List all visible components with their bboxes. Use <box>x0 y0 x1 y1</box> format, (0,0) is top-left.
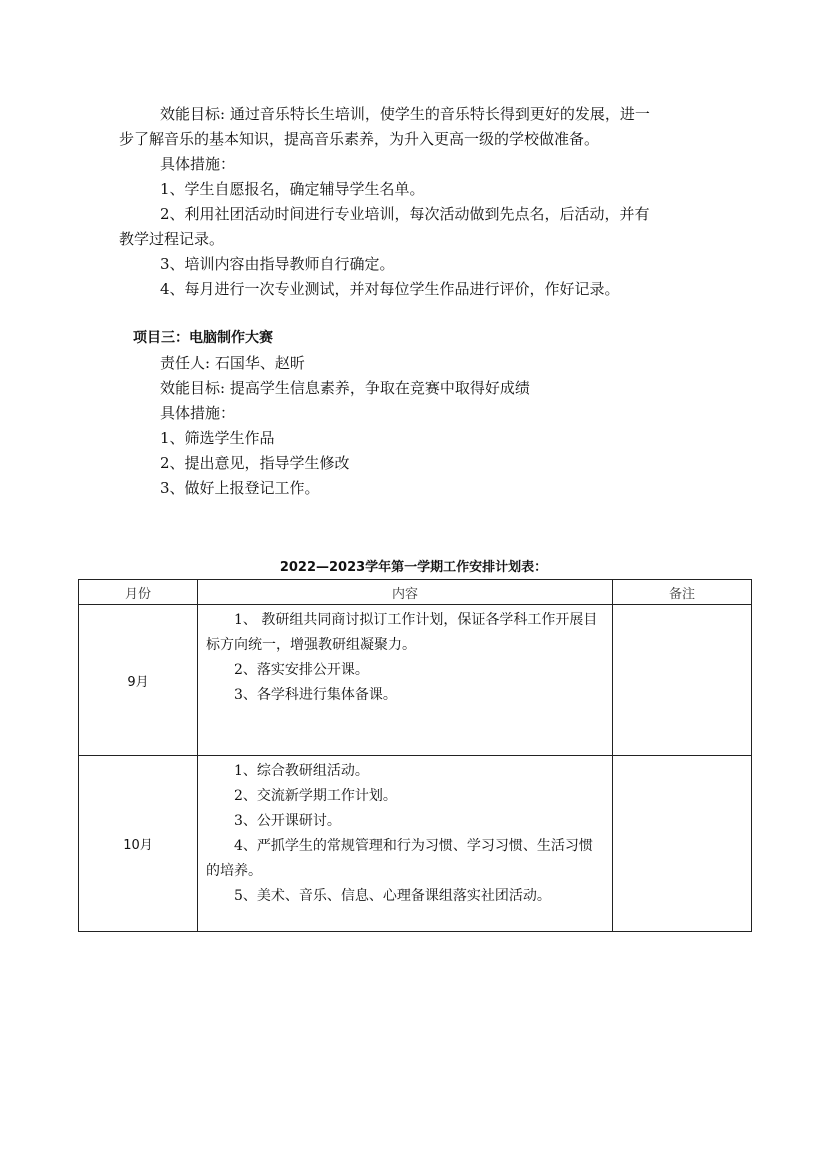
list-item: 5、美术、音乐、信息、心理备课组落实社团活动。 <box>234 888 551 904</box>
goal-line-1: 效能目标: 通过音乐特长生培训，使学生的音乐特长得到更好的发展，进一 <box>160 105 650 123</box>
measure-4: 4、每月进行一次专业测试，并对每位学生作品进行评价，作好记录。 <box>160 280 620 298</box>
table-caption: 2022—2023学年第一学期工作安排计划表： <box>279 560 548 575</box>
goal-line-2: 步了解音乐的基本知识，提高音乐素养，为升入更高一级的学校做准备。 <box>119 130 600 148</box>
project-3-measure-3: 3、做好上报登记工作。 <box>160 479 320 497</box>
month-cell: 9月 <box>79 605 198 756</box>
content-cell <box>198 605 613 756</box>
measure-3: 3、培训内容由指导教师自行确定。 <box>160 255 395 273</box>
project-3-measure-1: 1、筛选学生作品 <box>160 429 275 447</box>
project-3-goal: 效能目标: 提高学生信息素养，争取在竞赛中取得好成绩 <box>160 379 530 397</box>
measure-1: 1、学生自愿报名，确定辅导学生名单。 <box>160 180 425 198</box>
list-item: 3、各学科进行集体备课。 <box>234 687 397 703</box>
measure-2: 2、利用社团活动时间进行专业培训，每次活动做到先点名，后活动，并有 <box>160 205 650 223</box>
project-3-title: 项目三：电脑制作大赛 <box>133 330 273 346</box>
list-item: 2、交流新学期工作计划。 <box>234 788 397 804</box>
header-note: 备注 <box>613 580 752 605</box>
measure-2-cont: 教学过程记录。 <box>119 230 225 248</box>
work-plan-table <box>78 579 752 932</box>
header-month: 月份 <box>79 580 198 605</box>
header-content: 内容 <box>198 580 613 605</box>
list-item: 3、公开课研讨。 <box>234 813 341 829</box>
month-cell: 10月 <box>79 756 198 932</box>
table-row <box>79 605 752 756</box>
content-cell <box>198 756 613 932</box>
table-header-row <box>79 580 752 605</box>
note-cell <box>613 605 752 756</box>
project-3-measures-label: 具体措施： <box>160 404 236 422</box>
list-item: 1、 教研组共同商讨拟订工作计划，保证各学科工作开展目标方向统一，增强教研组凝聚力。 <box>206 612 598 653</box>
project-3-measure-2: 2、提出意见，指导学生修改 <box>160 454 350 472</box>
table-row <box>79 756 752 932</box>
note-cell <box>613 756 752 932</box>
list-item: 1、综合教研组活动。 <box>234 763 369 779</box>
project-3-responsible: 责任人: 石国华、赵昕 <box>160 354 305 372</box>
measures-label: 具体措施： <box>160 155 236 173</box>
list-item: 2、落实安排公开课。 <box>234 662 369 678</box>
list-item: 4、严抓学生的常规管理和行为习惯、学习习惯、生活习惯的培养。 <box>206 838 593 879</box>
